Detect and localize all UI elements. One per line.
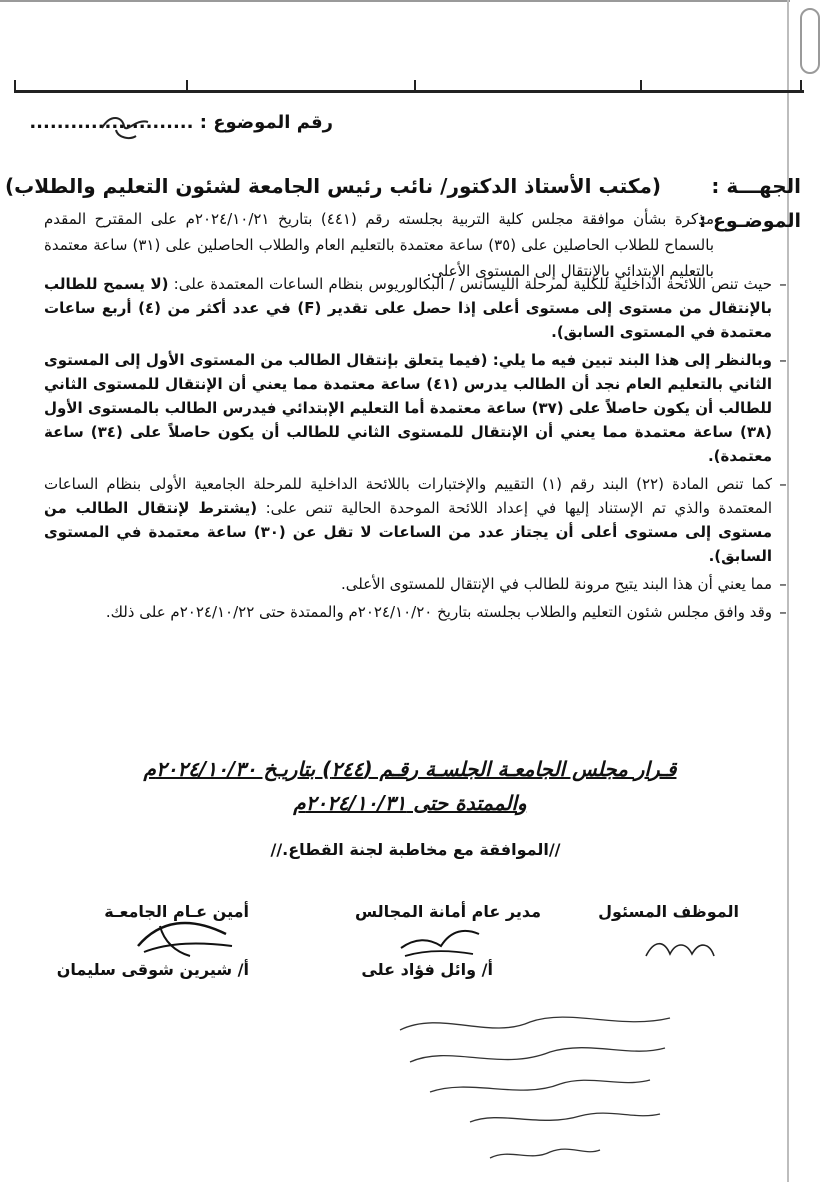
bullet-dash: –: [779, 475, 787, 493]
page-top-border: [0, 0, 790, 2]
header-rule-tick: [800, 80, 802, 92]
secretary-general-signature: [130, 912, 240, 964]
director-name: أ/ وائل فؤاد على: [361, 960, 493, 979]
bullet-dash: –: [779, 351, 787, 369]
subject-label: الموضـوع :: [698, 210, 801, 232]
bullet-text: حيث تنص اللائحة الداخلية للكلية لمرحلة الليسانس / البكالوريوس بنظام الساعات المعتمدة على:: [168, 275, 772, 293]
bullet-quote: (يشترط لإنتقال الطالب من مستوى إلى مستوى أعلى أن يجتاز عدد من الساعات لا تقل عن (٣٠) ساعة معتمدة في المستوى السابق).: [44, 499, 772, 565]
officer-signature: [640, 930, 720, 970]
header-rule-tick: [186, 80, 188, 92]
decision-line-2: والممتدة حتى ٢٠٢٤/١٠/٣١م: [293, 791, 527, 815]
bullet-dash: –: [779, 603, 787, 621]
addressee-label: الجهـــة :: [711, 174, 801, 198]
director-signature: [395, 920, 485, 964]
officer-title: الموظف المسئول: [598, 902, 739, 921]
header-rule: [14, 90, 804, 93]
subject-number: [29, 112, 333, 133]
handwritten-note: [380, 1000, 680, 1175]
director-title: مدير عام أمانة المجالس: [355, 902, 541, 921]
addressee-row: [4, 174, 801, 204]
bullet-text: مما يعني أن هذا البند يتيح مرونة للطالب في الإنتقال للمستوى الأعلى.: [340, 575, 772, 593]
list-item: [44, 472, 794, 568]
secretary-general-name: أ/ شيرين شوقى سليمان: [56, 960, 249, 979]
list-item: [44, 272, 794, 344]
secretary-general-title: أمين عـام الجامعـة: [104, 902, 249, 921]
approval-statement: //الموافقة مع مخاطبة لجنة القطاع.//: [270, 840, 561, 859]
bullet-dash: –: [779, 275, 787, 293]
header-rule-tick: [414, 80, 416, 92]
header-rule-tick: [14, 80, 16, 92]
list-item: [44, 600, 794, 624]
bullet-dash: –: [779, 575, 787, 593]
list-item: [44, 348, 794, 468]
bullet-list: [44, 272, 794, 628]
bullet-text: وقد وافق مجلس شئون التعليم والطلاب بجلسته بتاريخ ٢٠٢٤/١٠/٢٠م والممتدة حتى ٢٠٢٤/١٠/٢٢م على ذلك.: [105, 603, 772, 621]
header-rule-tick: [640, 80, 642, 92]
bullet-quote: وبالنظر إلى هذا البند تبين فيه ما يلي: (فيما يتعلق بإنتقال الطالب من المستوى الأول إلى المستوى الثاني بالتعليم العام نجد أن الطالب يدرس (٤١) ساعة معتمدة مما يعني أن الإنتقال للمستوى الثاني للطالب أن يكون حاصلاً على (٣٧) ساعة معتمدة أما التعليم الإبتدائي فيدرس الطالب بالمستوى الأول (٣٨) ساعة معتمدة مما يعني أن الإنتقال للمستوى الثاني للطالب أن يكون حاصلاً على (٣٤) ساعة معتمدة).: [44, 351, 773, 465]
list-item: [44, 572, 794, 596]
addressee-text: (مكتب الأستاذ الدكتور/ نائب رئيس الجامعة لشئون التعليم والطلاب): [4, 174, 661, 198]
subject-number-dots: ........................: [29, 112, 194, 133]
subject-number-handwritten-mark: [96, 106, 156, 148]
subject-text: مذكرة بشأن موافقة مجلس كلية التربية بجلسته رقم (٤٤١) بتاريخ ٢٠٢٤/١٠/٢١م على المقترح المقدم بالسماح للطلاب الحاصلين على (٣٥) ساعة معتمدة بالتعليم العام والطلاب الحاصلين على (٣١) ساعة معتمدة بالتعليم الإبتدائي بالإنتقال إلى المستوى الأعلى.: [44, 210, 714, 280]
bullet-text: كما تنص المادة (٢٢) البند رقم (١) التقييم والإختبارات باللائحة الداخلية للمرحلة الجامعية الأولى بنظام الساعات المعتمدة والذي تم الإستناد إليها في إعداد اللائحة الموحدة الحالية تنص على:: [44, 475, 773, 517]
decision-line-1: قـرار مجلس الجامعـة الجلسـة رقـم (٢٤٤) بتاريـخ ٢٠٢٤/١٠/٣٠م: [143, 757, 677, 781]
subject-number-label: رقم الموضوع :: [199, 112, 333, 133]
council-decision: [40, 752, 780, 820]
scrollbar-thumb[interactable]: [800, 8, 820, 74]
bullet-quote: (لا يسمح للطالب بالإنتقال من مستوى إلى مستوى أعلى إذا حصل على تقدير (F) في عدد أكثر من (٤) أربع ساعات معتمدة في المستوى السابق).: [44, 275, 772, 341]
